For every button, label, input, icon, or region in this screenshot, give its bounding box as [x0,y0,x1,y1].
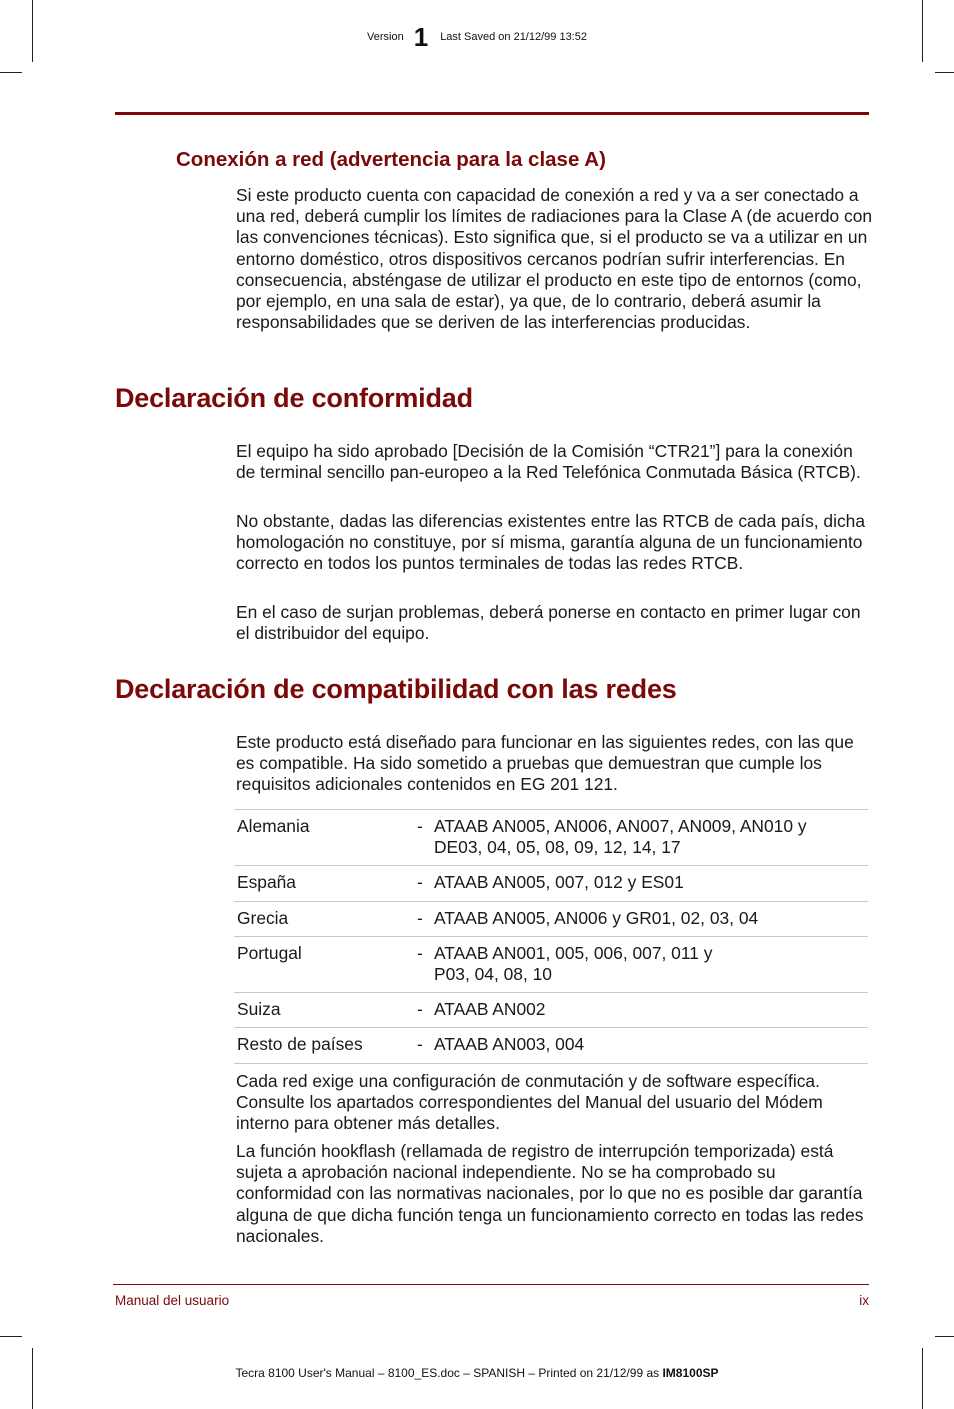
table-row [234,936,868,992]
top-divider [115,112,869,115]
country-cell: Suiza [237,999,281,1020]
standards-line: DE03, 04, 05, 08, 09, 12, 14, 17 [434,837,681,858]
table-row [234,993,868,1028]
paragraph-networks-after-2: La función hookflash (rellamada de registro de interrupción temporizada) está sujeta a aprobación nacional independiente. No se ha comprobado su conformidad con las normativas nacionales, por lo que no es posible dar garantía alguna de que dicha función tenga un funcionamiento correcto en todas las redes nacionales. [236,1141,864,1246]
standards-cell [431,866,868,901]
section-title-class-a: Conexión a red (advertencia para la clase A) [176,148,606,171]
table-row [234,866,868,901]
paragraph-conformity-1: El equipo ha sido aprobado [Decisión de la Comisión “CTR21”] para la conexión de terminal sencillo pan-europeo a la Red Telefónica Conmutada Básica (RTCB). [236,441,861,483]
dash-cell: - [417,907,423,928]
paragraph-networks-after-1: Cada red exige una configuración de conmutación y de software específica. Consulte los apartados correspondientes del Manual del usuario del Módem interno para obtener más detalles. [236,1071,823,1134]
dash-cell: - [417,999,423,1020]
standards-cell [431,810,868,866]
paragraph-conformity-2: No obstante, dadas las diferencias existentes entre las RTCB de cada país, dicha homologación no constituye, por sí misma, garantía alguna de un funcionamiento correcto en todos los puntos terminales de todas las redes RTCB. [236,511,866,574]
dash-cell: - [417,872,423,893]
table-row [234,901,868,936]
networks-table [234,809,868,1064]
standards-line: P03, 04, 08, 10 [434,964,552,985]
last-saved: Last Saved on 21/12/99 13:52 [440,31,587,43]
standards-line: ATAAB AN005, AN006, AN007, AN009, AN010 y [434,816,807,836]
country-cell: Alemania [237,816,310,836]
table-row [234,810,868,866]
crop-mark [0,72,22,73]
country-cell: España [237,872,296,893]
country-cell: Resto de países [237,1034,363,1055]
paragraph-networks-intro: Este producto está diseñado para funcionar en las siguientes redes, con las que es compatible. Ha sido sometido a pruebas que demuestran que cumple los requisitos adicionales contenidos en EG 201 121. [236,732,854,795]
footer-manual-name: Manual del usuario [115,1293,230,1308]
country-cell: Portugal [237,942,302,963]
paragraph-conformity-3: En el caso de surjan problemas, deberá ponerse en contacto en primer lugar con el distribuidor del equipo. [236,602,861,644]
standards-cell [431,936,868,992]
footer-page-number: ix [859,1293,869,1308]
print-code: IM8100SP [662,1366,719,1380]
print-info [0,1366,954,1380]
standards-cell [431,1028,868,1063]
print-info-text: Tecra 8100 User's Manual – 8100_ES.doc – SPANISH – Printed on 21/12/99 as [235,1366,660,1380]
paragraph-class-a: Si este producto cuenta con capacidad de conexión a red y va a ser conectado a una red, deberá cumplir los límites de radiaciones para la Clase A (de acuerdo con las convenciones técnicas). Esto significa que, si el producto se va a utilizar en un entorno doméstico, otros dispositivos cercanos podrían sufrir interferencias. En consecuencia, absténgase de utilizar el producto en este tipo de entornos (como, por ejemplo, en una sala de estar), ya que, de lo contrario, deberá asumir la responsabilidades que se deriven de las interferencias producidas. [236,185,873,333]
crop-mark [935,1336,954,1337]
section-title-conformity: Declaración de conformidad [115,383,473,413]
standards-line: ATAAB AN005, AN006 y GR01, 02, 03, 04 [434,907,759,928]
dash-cell: - [417,942,423,963]
table-row [234,1028,868,1063]
version-number: 1 [413,22,429,52]
standards-line: ATAAB AN005, 007, 012 y ES01 [434,872,684,893]
standards-line: ATAAB AN001, 005, 006, 007, 011 y [434,942,713,963]
section-title-networks: Declaración de compatibilidad con las redes [115,674,677,704]
standards-line: ATAAB AN003, 004 [434,1034,585,1055]
standards-cell [431,993,868,1028]
country-cell: Grecia [237,907,289,928]
crop-mark [0,1336,22,1337]
version-label: Version [367,31,404,43]
bottom-divider [113,1284,869,1285]
crop-mark [935,72,954,73]
standards-cell [431,901,868,936]
dash-cell: - [417,1034,423,1055]
dash-cell: - [417,816,423,836]
document-header [0,22,954,53]
standards-line: ATAAB AN002 [434,999,546,1020]
